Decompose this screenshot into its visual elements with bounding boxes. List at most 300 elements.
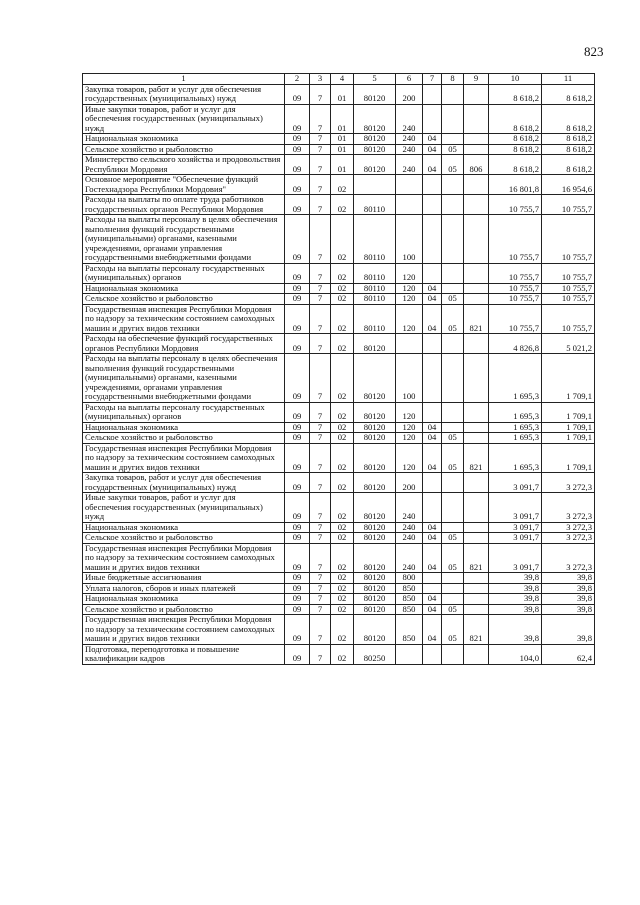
subsection-cell: 05 [442,155,464,175]
sp-code-cell: 7 [310,583,331,594]
sp-code-cell: 7 [310,402,331,422]
grbs-cell [464,522,489,533]
amount-year2-cell: 10 755,7 [542,195,595,215]
subsection-cell: 05 [442,433,464,444]
table-row [83,283,595,294]
section-cell: 04 [423,134,442,145]
om-code-cell: 02 [331,493,354,523]
table-row [83,294,595,305]
expense-type-cell: 240 [396,155,423,175]
amount-year2-cell: 1 709,1 [542,422,595,433]
gp-code-cell: 09 [285,583,310,594]
sp-code-cell: 7 [310,263,331,283]
table-row [83,134,595,145]
gp-code-cell: 09 [285,594,310,605]
amount-year2-cell: 3 272,3 [542,493,595,523]
amount-year2-cell: 1 709,1 [542,354,595,403]
amount-year2-cell: 10 755,7 [542,263,595,283]
expense-type-cell: 120 [396,433,423,444]
gp-code-cell: 09 [285,155,310,175]
table-row [83,543,595,573]
expense-type-cell: 240 [396,493,423,523]
row-name-cell: Основное мероприятие "Обеспечение функций Гостехнадзора Республики Мордовия" [83,175,285,195]
grbs-cell [464,473,489,493]
amount-year1-cell: 10 755,7 [489,215,542,264]
grbs-cell [464,583,489,594]
sp-code-cell: 7 [310,443,331,473]
gp-code-cell: 09 [285,215,310,264]
row-name-cell: Расходы на выплаты персоналу в целях обеспечения выполнения функций государственными (муниципальными) органами, казенными учреждениями, органами управления государственными внебюджетными фондами [83,354,285,403]
amount-year1-cell: 39,8 [489,604,542,615]
grbs-cell [464,263,489,283]
expense-type-cell [396,195,423,215]
header-cell: 5 [354,74,396,85]
gp-code-cell: 09 [285,402,310,422]
section-cell: 04 [423,304,442,334]
row-name-cell: Подготовка, переподготовка и повышение квалификации кадров [83,644,285,664]
amount-year2-cell: 10 755,7 [542,294,595,305]
om-code-cell: 02 [331,422,354,433]
row-name-cell: Закупка товаров, работ и услуг для обеспечения государственных (муниципальных) нужд [83,84,285,104]
amount-year2-cell: 1 709,1 [542,402,595,422]
om-code-cell: 02 [331,615,354,645]
row-name-cell: Государственная инспекция Республики Мордовия по надзору за техническим состоянием самоходных машин и других видов техники [83,443,285,473]
amount-year2-cell: 10 755,7 [542,215,595,264]
direction-code-cell: 80120 [354,573,396,584]
row-name-cell: Национальная экономика [83,522,285,533]
gp-code-cell: 09 [285,422,310,433]
grbs-cell [464,175,489,195]
table-row [83,522,595,533]
section-cell: 04 [423,155,442,175]
section-cell: 04 [423,522,442,533]
om-code-cell: 02 [331,583,354,594]
subsection-cell [442,644,464,664]
row-name-cell: Уплата налогов, сборов и иных платежей [83,583,285,594]
direction-code-cell: 80110 [354,294,396,305]
subsection-cell [442,334,464,354]
section-cell: 04 [423,144,442,155]
om-code-cell: 01 [331,104,354,134]
sp-code-cell: 7 [310,604,331,615]
section-cell: 04 [423,594,442,605]
row-name-cell: Расходы на выплаты персоналу государственных (муниципальных) органов [83,402,285,422]
amount-year1-cell: 8 618,2 [489,104,542,134]
gp-code-cell: 09 [285,522,310,533]
amount-year2-cell: 10 755,7 [542,304,595,334]
amount-year1-cell: 10 755,7 [489,304,542,334]
direction-code-cell: 80120 [354,354,396,403]
section-cell: 04 [423,443,442,473]
expense-type-cell: 120 [396,443,423,473]
sp-code-cell: 7 [310,543,331,573]
section-cell [423,644,442,664]
expense-type-cell: 120 [396,422,423,433]
row-name-cell: Министерство сельского хозяйства и продовольствия Республики Мордовия [83,155,285,175]
header-cell: 1 [83,74,285,85]
om-code-cell: 02 [331,443,354,473]
table-row [83,402,595,422]
sp-code-cell: 7 [310,594,331,605]
om-code-cell: 02 [331,294,354,305]
header-cell: 10 [489,74,542,85]
amount-year2-cell: 3 272,3 [542,533,595,544]
section-cell: 04 [423,283,442,294]
direction-code-cell: 80110 [354,195,396,215]
sp-code-cell: 7 [310,644,331,664]
om-code-cell: 02 [331,543,354,573]
amount-year2-cell: 39,8 [542,573,595,584]
subsection-cell [442,104,464,134]
grbs-cell [464,354,489,403]
gp-code-cell: 09 [285,84,310,104]
expense-type-cell: 240 [396,533,423,544]
header-cell: 8 [442,74,464,85]
sp-code-cell: 7 [310,533,331,544]
sp-code-cell: 7 [310,144,331,155]
sp-code-cell: 7 [310,493,331,523]
sp-code-cell: 7 [310,84,331,104]
amount-year1-cell: 3 091,7 [489,493,542,523]
grbs-cell: 821 [464,443,489,473]
expense-type-cell: 240 [396,543,423,573]
grbs-cell [464,104,489,134]
table-row [83,334,595,354]
table-header-row [83,74,595,85]
om-code-cell: 02 [331,533,354,544]
sp-code-cell: 7 [310,354,331,403]
amount-year1-cell: 39,8 [489,615,542,645]
grbs-cell [464,283,489,294]
header-cell: 9 [464,74,489,85]
row-name-cell: Иные закупки товаров, работ и услуг для обеспечения государственных (муниципальных) нужд [83,493,285,523]
om-code-cell: 02 [331,573,354,584]
grbs-cell [464,294,489,305]
gp-code-cell: 09 [285,473,310,493]
direction-code-cell: 80120 [354,473,396,493]
amount-year2-cell: 10 755,7 [542,283,595,294]
gp-code-cell: 09 [285,294,310,305]
amount-year2-cell: 8 618,2 [542,104,595,134]
amount-year2-cell: 1 709,1 [542,433,595,444]
expense-type-cell: 120 [396,263,423,283]
amount-year2-cell: 16 954,6 [542,175,595,195]
amount-year1-cell: 1 695,3 [489,354,542,403]
gp-code-cell: 09 [285,443,310,473]
om-code-cell: 01 [331,134,354,145]
table-row [83,104,595,134]
row-name-cell: Национальная экономика [83,594,285,605]
table-row [83,422,595,433]
sp-code-cell: 7 [310,304,331,334]
om-code-cell: 02 [331,263,354,283]
om-code-cell: 01 [331,155,354,175]
subsection-cell [442,493,464,523]
grbs-cell [464,134,489,145]
amount-year1-cell: 8 618,2 [489,134,542,145]
row-name-cell: Государственная инспекция Республики Мордовия по надзору за техническим состоянием самоходных машин и других видов техники [83,615,285,645]
direction-code-cell: 80120 [354,84,396,104]
amount-year2-cell: 8 618,2 [542,134,595,145]
table-row [83,304,595,334]
grbs-cell [464,573,489,584]
grbs-cell: 821 [464,304,489,334]
direction-code-cell: 80120 [354,543,396,573]
amount-year1-cell: 10 755,7 [489,263,542,283]
sp-code-cell: 7 [310,283,331,294]
expense-type-cell: 100 [396,354,423,403]
expense-type-cell: 800 [396,573,423,584]
grbs-cell [464,422,489,433]
section-cell [423,473,442,493]
table-row [83,493,595,523]
om-code-cell: 02 [331,402,354,422]
gp-code-cell: 09 [285,615,310,645]
expense-type-cell: 120 [396,283,423,294]
row-name-cell: Расходы на выплаты персоналу государственных (муниципальных) органов [83,263,285,283]
table-row [83,604,595,615]
sp-code-cell: 7 [310,155,331,175]
direction-code-cell: 80120 [354,155,396,175]
expense-type-cell: 240 [396,144,423,155]
grbs-cell [464,215,489,264]
expense-type-cell: 200 [396,84,423,104]
om-code-cell: 02 [331,283,354,294]
section-cell: 04 [423,533,442,544]
row-name-cell: Расходы на выплаты по оплате труда работников государственных органов Республики Мордовия [83,195,285,215]
expense-type-cell: 100 [396,215,423,264]
gp-code-cell: 09 [285,195,310,215]
table-row [83,155,595,175]
subsection-cell: 05 [442,443,464,473]
sp-code-cell: 7 [310,433,331,444]
gp-code-cell: 09 [285,573,310,584]
subsection-cell [442,175,464,195]
row-name-cell: Государственная инспекция Республики Мордовия по надзору за техническим состоянием самоходных машин и других видов техники [83,543,285,573]
section-cell [423,334,442,354]
amount-year2-cell: 3 272,3 [542,522,595,533]
subsection-cell: 05 [442,533,464,544]
expense-type-cell: 120 [396,304,423,334]
section-cell [423,402,442,422]
om-code-cell: 02 [331,175,354,195]
table-row [83,615,595,645]
direction-code-cell: 80120 [354,433,396,444]
direction-code-cell: 80120 [354,594,396,605]
table-row [83,533,595,544]
section-cell [423,195,442,215]
amount-year2-cell: 3 272,3 [542,543,595,573]
subsection-cell [442,422,464,433]
row-name-cell: Сельское хозяйство и рыболовство [83,533,285,544]
gp-code-cell: 09 [285,533,310,544]
subsection-cell [442,263,464,283]
grbs-cell [464,604,489,615]
amount-year1-cell: 1 695,3 [489,402,542,422]
table-row [83,195,595,215]
direction-code-cell: 80110 [354,304,396,334]
om-code-cell: 01 [331,144,354,155]
section-cell [423,573,442,584]
header-cell: 6 [396,74,423,85]
expense-type-cell: 850 [396,615,423,645]
gp-code-cell: 09 [285,644,310,664]
amount-year1-cell: 3 091,7 [489,543,542,573]
grbs-cell: 821 [464,543,489,573]
gp-code-cell: 09 [285,543,310,573]
sp-code-cell: 7 [310,104,331,134]
expense-type-cell: 200 [396,473,423,493]
amount-year1-cell: 1 695,3 [489,422,542,433]
amount-year1-cell: 10 755,7 [489,283,542,294]
amount-year1-cell: 39,8 [489,583,542,594]
row-name-cell: Сельское хозяйство и рыболовство [83,294,285,305]
direction-code-cell: 80120 [354,402,396,422]
section-cell [423,263,442,283]
amount-year1-cell: 1 695,3 [489,443,542,473]
om-code-cell: 02 [331,522,354,533]
direction-code-cell: 80110 [354,263,396,283]
om-code-cell: 02 [331,334,354,354]
section-cell [423,493,442,523]
om-code-cell: 02 [331,473,354,493]
table-row [83,433,595,444]
gp-code-cell: 09 [285,433,310,444]
row-name-cell: Закупка товаров, работ и услуг для обеспечения государственных (муниципальных) нужд [83,473,285,493]
amount-year2-cell: 3 272,3 [542,473,595,493]
amount-year1-cell: 10 755,7 [489,195,542,215]
grbs-cell [464,594,489,605]
gp-code-cell: 09 [285,493,310,523]
amount-year2-cell: 39,8 [542,604,595,615]
section-cell: 04 [423,543,442,573]
row-name-cell: Иные закупки товаров, работ и услуг для обеспечения государственных (муниципальных) нужд [83,104,285,134]
sp-code-cell: 7 [310,334,331,354]
amount-year1-cell: 1 695,3 [489,433,542,444]
om-code-cell: 02 [331,354,354,403]
subsection-cell: 05 [442,294,464,305]
row-name-cell: Иные бюджетные ассигнования [83,573,285,584]
gp-code-cell: 09 [285,304,310,334]
header-cell: 11 [542,74,595,85]
row-name-cell: Национальная экономика [83,134,285,145]
expense-type-cell [396,175,423,195]
direction-code-cell: 80120 [354,134,396,145]
amount-year2-cell: 8 618,2 [542,84,595,104]
grbs-cell [464,433,489,444]
direction-code-cell: 80120 [354,422,396,433]
om-code-cell: 02 [331,594,354,605]
grbs-cell [464,402,489,422]
amount-year2-cell: 8 618,2 [542,155,595,175]
table-row [83,594,595,605]
direction-code-cell: 80120 [354,104,396,134]
om-code-cell: 02 [331,195,354,215]
table-row [83,175,595,195]
om-code-cell: 02 [331,433,354,444]
amount-year1-cell: 10 755,7 [489,294,542,305]
direction-code-cell: 80120 [354,522,396,533]
table-row [83,473,595,493]
om-code-cell: 02 [331,644,354,664]
section-cell [423,215,442,264]
direction-code-cell: 80120 [354,583,396,594]
section-cell [423,104,442,134]
grbs-cell [464,533,489,544]
subsection-cell [442,594,464,605]
row-name-cell: Национальная экономика [83,422,285,433]
page-number: 823 [584,44,604,59]
amount-year1-cell: 3 091,7 [489,533,542,544]
sp-code-cell: 7 [310,134,331,145]
direction-code-cell [354,175,396,195]
direction-code-cell: 80120 [354,615,396,645]
amount-year1-cell: 3 091,7 [489,473,542,493]
direction-code-cell: 80120 [354,493,396,523]
subsection-cell [442,402,464,422]
amount-year2-cell: 5 021,2 [542,334,595,354]
grbs-cell [464,144,489,155]
grbs-cell: 821 [464,615,489,645]
amount-year2-cell: 39,8 [542,615,595,645]
row-name-cell: Национальная экономика [83,283,285,294]
direction-code-cell: 80110 [354,283,396,294]
grbs-cell [464,644,489,664]
amount-year1-cell: 104,0 [489,644,542,664]
section-cell: 04 [423,422,442,433]
amount-year1-cell: 8 618,2 [489,155,542,175]
sp-code-cell: 7 [310,294,331,305]
gp-code-cell: 09 [285,263,310,283]
expense-type-cell [396,644,423,664]
expense-type-cell: 850 [396,604,423,615]
header-cell: 4 [331,74,354,85]
sp-code-cell: 7 [310,473,331,493]
expense-type-cell: 850 [396,583,423,594]
section-cell [423,175,442,195]
section-cell: 04 [423,433,442,444]
direction-code-cell: 80110 [354,215,396,264]
row-name-cell: Сельское хозяйство и рыболовство [83,144,285,155]
om-code-cell: 02 [331,604,354,615]
section-cell [423,583,442,594]
table-row [83,583,595,594]
section-cell: 04 [423,615,442,645]
direction-code-cell: 80120 [354,144,396,155]
expense-type-cell: 240 [396,134,423,145]
amount-year1-cell: 8 618,2 [489,144,542,155]
grbs-cell [464,334,489,354]
direction-code-cell: 80120 [354,604,396,615]
sp-code-cell: 7 [310,573,331,584]
direction-code-cell: 80120 [354,334,396,354]
expense-type-cell: 240 [396,522,423,533]
section-cell [423,354,442,403]
gp-code-cell: 09 [285,175,310,195]
table-row [83,354,595,403]
amount-year1-cell: 3 091,7 [489,522,542,533]
row-name-cell: Сельское хозяйство и рыболовство [83,433,285,444]
expense-type-cell: 850 [396,594,423,605]
expense-type-cell: 120 [396,402,423,422]
budget-table [82,73,595,665]
sp-code-cell: 7 [310,215,331,264]
grbs-cell [464,84,489,104]
subsection-cell [442,283,464,294]
section-cell: 04 [423,294,442,305]
subsection-cell: 05 [442,304,464,334]
table-row [83,215,595,264]
